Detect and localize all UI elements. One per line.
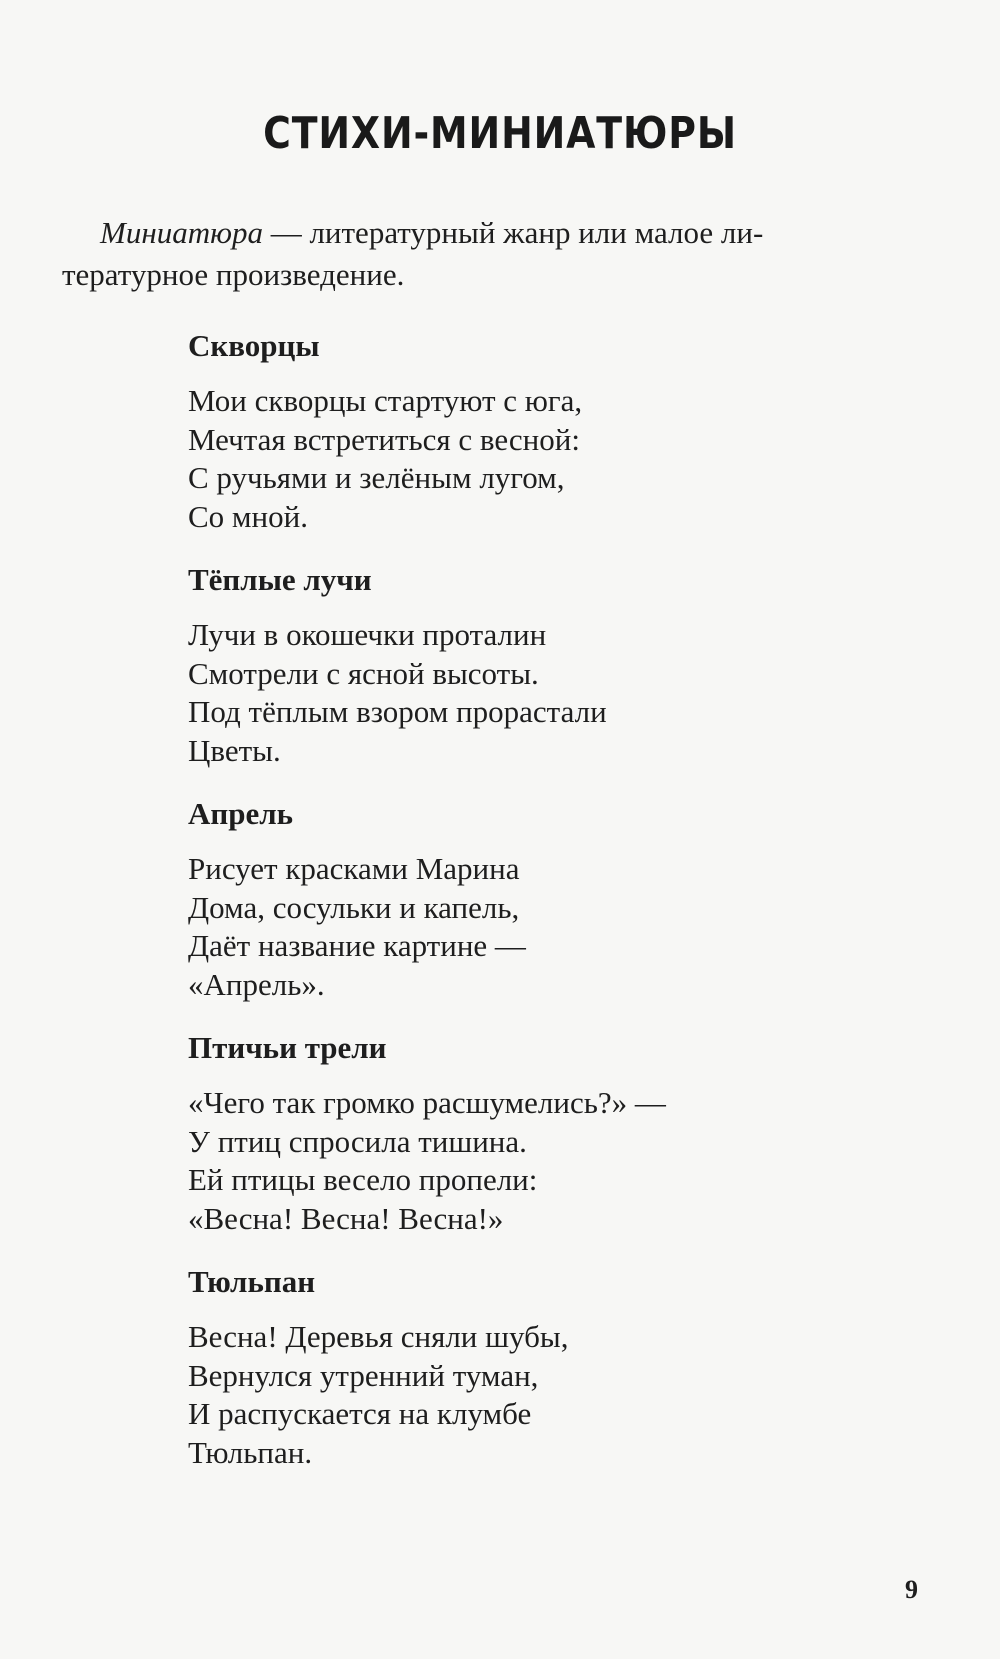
poem-line: «Апрель». bbox=[188, 966, 325, 1002]
poem-tyulpan bbox=[188, 1264, 888, 1472]
poem-line: Мои скворцы стартуют с юга, bbox=[188, 383, 583, 418]
poem-line: Весна! Деревья сняли шубы, bbox=[188, 1319, 569, 1354]
intro-definition: — литературный жанр или малое ли- bbox=[262, 215, 764, 250]
poem-skvortsy bbox=[188, 328, 888, 536]
poem-line: Смотрели с ясной высоты. bbox=[188, 655, 539, 691]
poem-line: Тюльпан. bbox=[188, 1434, 313, 1470]
poem-line: Дома, сосульки и капель, bbox=[188, 889, 520, 925]
poem-ptichi-treli bbox=[188, 1030, 888, 1238]
poem-teplye-luchi bbox=[188, 562, 888, 770]
poem-line: Лучи в окошечки проталин bbox=[188, 617, 547, 652]
page-title: СТИХИ-МИНИАТЮРЫ bbox=[263, 108, 737, 159]
poem-line: Вернулся утренний туман, bbox=[188, 1357, 539, 1393]
poem-line: С ручьями и зелёным лугом, bbox=[188, 460, 565, 495]
poem-line: Со мной. bbox=[188, 498, 308, 534]
poem-line: У птиц спросила тишина. bbox=[188, 1123, 527, 1159]
poem-title: Тёплые лучи bbox=[188, 562, 372, 597]
intro-paragraph bbox=[62, 212, 922, 296]
poem-line: «Чего так громко расшумелись?» — bbox=[188, 1085, 666, 1120]
poem-aprel bbox=[188, 796, 888, 1004]
poem-line: Цветы. bbox=[188, 732, 281, 768]
poem-line: Ей птицы весело пропели: bbox=[188, 1162, 538, 1197]
poem-line: Мечтая встретиться с весной: bbox=[188, 421, 580, 457]
intro-line-2: тературное произведение. bbox=[62, 257, 405, 292]
poem-title: Скворцы bbox=[188, 328, 320, 363]
page-number: 9 bbox=[905, 1575, 918, 1604]
intro-line-1 bbox=[62, 212, 922, 254]
poem-line: И распускается на клумбе bbox=[188, 1396, 532, 1431]
poem-title: Тюльпан bbox=[188, 1264, 316, 1299]
poem-line: Под тёплым взором прорастали bbox=[188, 694, 607, 729]
poem-line: «Весна! Весна! Весна!» bbox=[188, 1200, 504, 1236]
poem-line: Даёт название картине — bbox=[188, 928, 526, 963]
poem-title: Птичьи трели bbox=[188, 1030, 387, 1065]
poem-line: Рисует красками Марина bbox=[188, 851, 520, 886]
intro-term: Миниатюра bbox=[100, 215, 263, 250]
poem-title: Апрель bbox=[188, 796, 294, 831]
